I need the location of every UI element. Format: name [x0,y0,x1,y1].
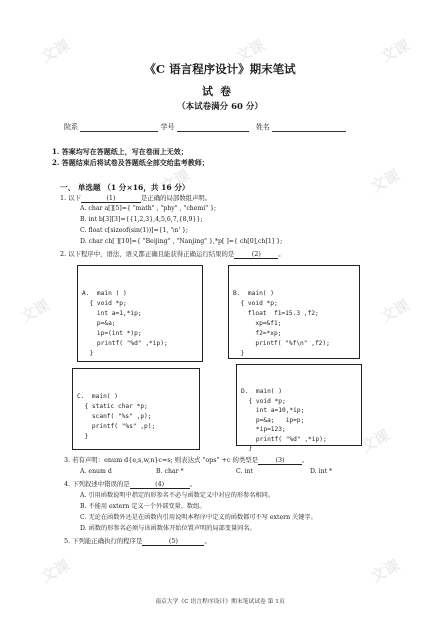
code-block-b: B. main( ) { void *p; float f1=15.3 ,f2; xp=&f1; f2=*xp; printf( "%f\n" ,f2); } [233,290,330,357]
note-item: 1. 答案均写在答题纸上，写在卷面上无效； [52,147,188,156]
answer-blank-2: (2) [234,250,278,259]
name-field[interactable] [272,123,346,132]
watermark: 文课 [17,295,53,326]
student-info-row [64,122,346,132]
watermark: 文课 [367,165,403,196]
code-box-d [236,364,362,452]
college-field[interactable] [80,123,158,132]
code-block-c: C. main( ) { static char *p; scanf( "%s" ,p); printf( "%s" ,p); } [77,393,156,440]
watermark: 文课 [232,35,268,66]
q3-option-d: D. int * [310,468,333,475]
answer-blank-5: (5) [142,537,204,546]
score-note: （本试卷满分 60 分） [177,102,263,112]
question-1: 1. 以下 (1) 是正确的局部数组声明。 [60,194,212,202]
q3-option-c: C. int [236,468,253,475]
code-box-a [77,265,203,362]
page-footer: 南京大学《C 语言程序设计》期末笔试试卷 第 1页 [155,599,285,605]
name-label: 姓名 [255,123,270,131]
watermark: 文课 [157,165,193,196]
q3-option-a: A. enum d [80,468,112,475]
exam-notes [52,146,209,168]
q1-option-a: A. char a[][5]={ "math" , "phy" , "chemi" }; [80,205,217,212]
q4-option-c: C. 无论在函数外还是在函数内引用说明本程序中定义的函数都可不写 extern 关键字。 [80,514,317,521]
answer-blank-4: (4) [130,480,190,489]
student-id-field[interactable] [177,123,249,132]
code-block-a: A. main ( ) { void *p; int a=1,*ip; p=&a; ip=(int *)p; printf( "%d" ,*ip); } [82,290,168,357]
q3-option-b: B. char * [156,468,184,475]
answer-blank-1: (1) [81,194,141,203]
code-box-b [228,265,360,359]
q4-option-a: A. 引用函数说明中指定的形参名不必与函数定义中对应的形参名相同。 [80,492,275,499]
q4-option-b: B. 不能用 extern 定义一个外部变量、数组。 [80,503,206,510]
q1-option-d: D. char ch[ ][10]={ "Beijing" , "Nanjing" },*p[ ]={ ch[0],ch[1] }; [80,238,283,245]
code-block-d: D. main( ) { void *p; int a=10,*ip; p=&a; ip=p; *ip=123; printf( "%d" ,*ip); } [241,388,327,452]
watermark: 文课 [377,35,413,66]
note-item: 2. 答题结束后将试卷及答题纸全部交给监考教师； [52,158,209,167]
watermark: 文课 [367,555,403,586]
exam-subtitle: 试卷 [202,85,238,98]
question-4: 4. 下列叙述中错误的是 (4) 。 [64,480,197,488]
student-id-label: 学号 [160,123,175,131]
watermark: 文课 [357,425,393,456]
watermark: 文课 [377,295,413,326]
section-title: 一、 单选题 （1 分×16，共 16 分） [60,183,190,192]
answer-blank-3: (3) [258,456,302,465]
watermark: 文课 [37,35,73,66]
question-5: 5. 下列能正确执行的程序是 (5) 。 [64,537,211,545]
question-3: 3. 若有声明：enum d{e,s,w,n}c=s; 则表达式 "ops" +c 的类型是 (3) 。 [64,456,309,464]
q1-option-c: C. float c[sizeof(sin(1))]={1, '\n' }; [80,227,189,234]
watermark: 文课 [37,555,73,586]
code-box-c [72,368,200,450]
question-2: 2. 以下程序中，语法、语义都正确且能获得正确运行结果的是 (2) 。 [60,250,285,258]
college-label: 院系 [64,123,78,131]
q4-option-d: D. 函数的形参名必须与该函数体开始位置声明的局部变量同名。 [80,525,256,532]
q1-option-b: B. int b[3][3]={{1,2,3},4,5,6,7,{8,9}}; [80,216,203,223]
exam-title: 《C 语言程序设计》期末笔试 [144,62,296,76]
